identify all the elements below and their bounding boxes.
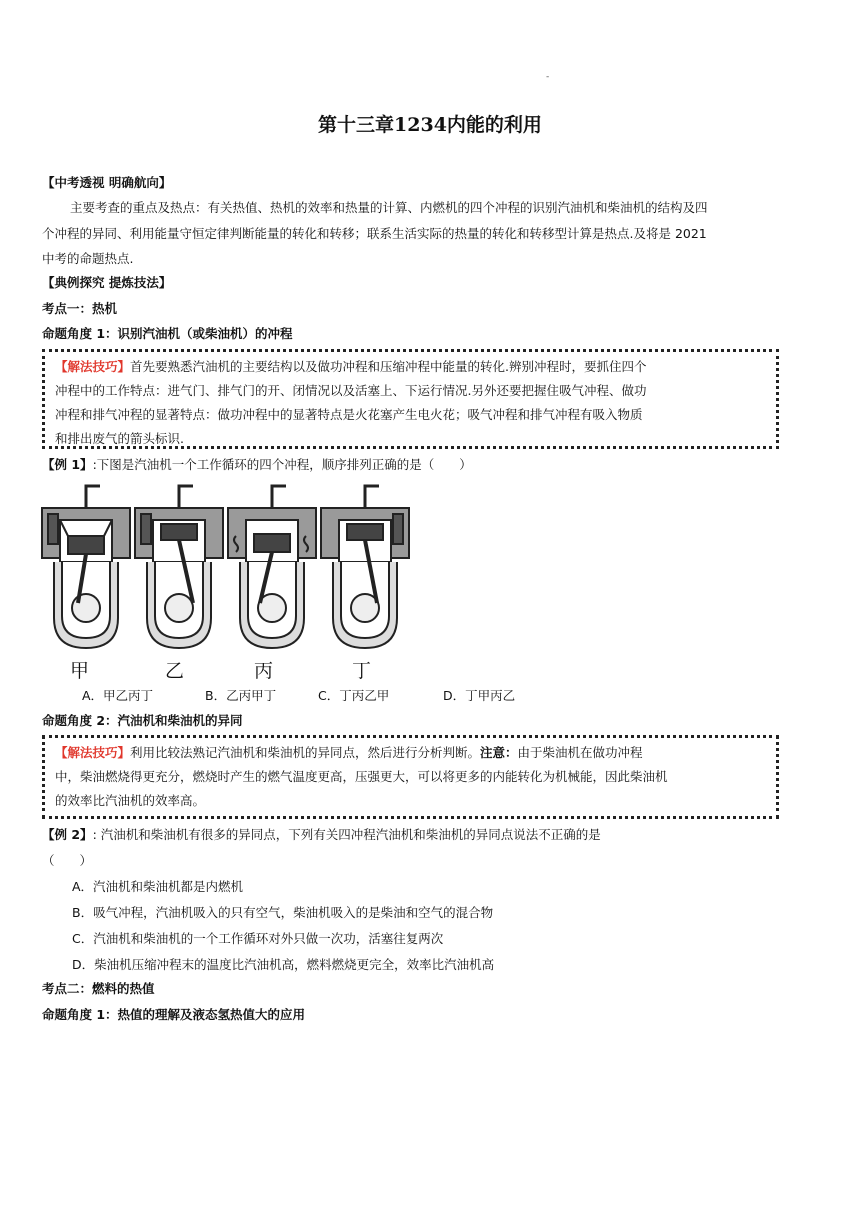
- intro-line-1: 主要考查的重点及热点：有关热值、热机的效率和热量的计算、内燃机的四个冲程的识别汽油机和柴油机的结构及四: [70, 200, 708, 215]
- angle-1-heading: 命题角度 1：识别汽油机（或柴油机）的冲程: [42, 326, 293, 341]
- example-text: : 汽油机和柴油机有很多的异同点，下列有关四冲程汽油机和柴油机的异同点说法不正确的是: [92, 827, 601, 842]
- tip-text: 首先要熟悉汽油机的主要结构以及做功冲程和压缩冲程中能量的转化.辨别冲程时，要抓住四个: [130, 359, 647, 374]
- option-a: A．甲乙丙丁: [82, 688, 154, 703]
- engine-label-yi: 乙: [165, 660, 185, 682]
- tip-note-label: 注意：: [480, 745, 518, 760]
- tip-text: 的效率比汽油机的效率高。: [55, 793, 206, 808]
- engine-label-ding: 丁: [352, 660, 372, 682]
- intro-line-3: 中考的命题热点.: [42, 251, 134, 266]
- example-2-question: [42, 825, 601, 845]
- example-2-paren: （ ）: [42, 853, 93, 868]
- engine-diagram-jia: [40, 478, 135, 653]
- example-1-question: [42, 455, 472, 475]
- tip-box-1: [42, 349, 779, 449]
- point-1-heading: 考点一：热机: [42, 301, 118, 316]
- choice-d: D．柴油机压缩冲程末的温度比汽油机高，燃料燃烧更完全，效率比汽油机高: [72, 957, 495, 972]
- tip-label: 【解法技巧】: [55, 745, 131, 760]
- page-title: 第十三章1234内能的利用: [318, 114, 542, 136]
- choice-a: A．汽油机和柴油机都是内燃机: [72, 879, 244, 894]
- example-text: :下图是汽油机一个工作循环的四个冲程，顺序排列正确的是（ ）: [92, 457, 472, 472]
- tip-text: 由于柴油机在做功冲程: [517, 745, 643, 760]
- example-label: 【例 1】: [42, 457, 93, 472]
- engine-diagram-yi: [133, 478, 228, 653]
- option-b: B．乙丙甲丁: [205, 688, 277, 703]
- header-mark: -: [546, 72, 550, 82]
- tip-text: 利用比较法熟记汽油机和柴油机的异同点，然后进行分析判断。: [130, 745, 481, 760]
- example-label: 【例 2】: [42, 827, 93, 842]
- tip-box-2: [42, 735, 779, 819]
- point-2-heading: 考点二：燃料的热值: [42, 981, 155, 996]
- option-c: C．丁丙乙甲: [318, 688, 390, 703]
- engine-label-jia: 甲: [70, 660, 90, 682]
- intro-line-2: 个冲程的异同、利用能量守恒定律判断能量的转化和转移；联系生活实际的热量的转化和转移型计算是热点.及将是 2021: [42, 226, 707, 241]
- angle-2-heading: 命题角度 2：汽油机和柴油机的异同: [42, 713, 243, 728]
- engine-diagram-bing: [226, 478, 321, 653]
- tip-text: 和排出废气的箭头标识.: [55, 431, 184, 446]
- tip-label: 【解法技巧】: [55, 359, 131, 374]
- angle-3-heading: 命题角度 1：热值的理解及液态氢热值大的应用: [42, 1007, 306, 1022]
- engine-stroke-diagrams: [40, 478, 420, 653]
- section-heading-examples: 【典例探究 提炼技法】: [42, 275, 172, 290]
- section-heading-overview: 【中考透视 明确航向】: [42, 175, 172, 190]
- engine-label-bing: 丙: [254, 660, 274, 682]
- option-d: D．丁甲丙乙: [443, 688, 516, 703]
- tip-text: 冲程和排气冲程的显著特点：做功冲程中的显著特点是火花塞产生电火花；吸气冲程和排气冲程有吸入物质: [55, 407, 643, 422]
- engine-diagram-ding: [319, 478, 414, 653]
- tip-text: 冲程中的工作特点：进气门、排气门的开、闭情况以及活塞上、下运行情况.另外还要把握住吸气冲程、做功: [55, 383, 647, 398]
- choice-b: B．吸气冲程，汽油机吸入的只有空气，柴油机吸入的是柴油和空气的混合物: [72, 905, 494, 920]
- tip-text: 中，柴油燃烧得更充分，燃烧时产生的燃气温度更高，压强更大，可以将更多的内能转化为机械能，因此柴油机: [55, 769, 668, 784]
- choice-c: C．汽油机和柴油机的一个工作循环对外只做一次功，活塞往复两次: [72, 931, 444, 946]
